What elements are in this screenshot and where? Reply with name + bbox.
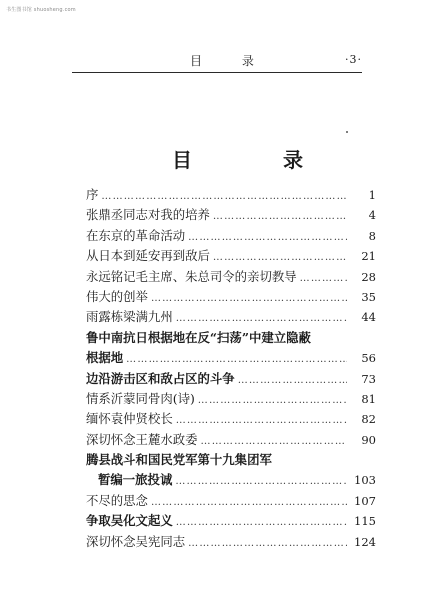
- toc-entry: [86, 409, 376, 429]
- toc-entry: [86, 369, 376, 389]
- toc-leader-dots: [238, 375, 347, 386]
- toc-entry: [86, 532, 376, 552]
- toc-leader-dots: [176, 517, 347, 528]
- toc-entry-page: 90: [361, 432, 376, 447]
- page-number: ·3·: [345, 53, 362, 66]
- toc-entry-title: 暂编一旅投诚: [98, 472, 173, 488]
- toc-entry-page: 21: [361, 249, 376, 264]
- toc-entry-title: 深切怀念王麓水政委: [86, 431, 198, 447]
- toc-entry-title: 从日本到延安再到敌后: [86, 248, 210, 264]
- toc-entry-page: 115: [354, 514, 376, 529]
- running-header: [72, 52, 362, 70]
- toc-entry-title: 情系沂蒙同骨肉(诗): [86, 390, 195, 406]
- toc-leader-dots: [201, 436, 347, 447]
- toc-entry: [86, 450, 376, 470]
- toc-entry: [86, 246, 376, 266]
- toc-entry: [86, 389, 376, 409]
- toc-entry-page: 124: [354, 534, 376, 549]
- toc-entry-page: 4: [368, 208, 376, 223]
- toc-entry: [86, 287, 376, 307]
- toc-entry-page: 103: [354, 473, 376, 488]
- toc-entry: [86, 348, 376, 368]
- toc-entry-title: 在东京的革命活动: [86, 227, 186, 243]
- toc-entry: [86, 491, 376, 511]
- header-rule: [72, 72, 362, 73]
- toc-leader-dots: [151, 293, 347, 304]
- toc-entry: [86, 307, 376, 327]
- toc-entry-page: 8: [368, 228, 376, 243]
- toc-entry-title: 序: [86, 187, 99, 202]
- toc-leader-dots: [188, 232, 347, 243]
- toc-entry: [86, 267, 376, 287]
- toc-entry-title: 边沿游击区和敌占区的斗争: [86, 370, 235, 386]
- toc-entry-title: 缅怀袁仲贤校长: [86, 411, 173, 427]
- toc-entry: [86, 205, 376, 225]
- toc-entry-title: 伟大的创举: [86, 288, 148, 304]
- toc-entry: [86, 328, 376, 348]
- toc-entry: [86, 185, 376, 205]
- page-title: 目 录: [172, 148, 345, 172]
- toc-entry-page: 35: [361, 289, 376, 304]
- toc-entry-page: 56: [361, 351, 376, 366]
- scan-speck: [346, 131, 348, 133]
- toc-entry-title: 腾县战斗和国民党军第十九集团军: [86, 452, 272, 468]
- toc-entry: [86, 511, 376, 531]
- toc-entry-page: 81: [361, 391, 376, 406]
- toc-leader-dots: [176, 313, 347, 324]
- toc-leader-dots: [213, 252, 347, 263]
- toc-entry: [86, 226, 376, 246]
- watermark-text: 书生图书馆 shuosheng.com: [6, 7, 76, 13]
- running-header-title: 目 录: [190, 54, 272, 68]
- toc-leader-dots: [213, 211, 347, 222]
- toc-entry: [86, 470, 376, 490]
- table-of-contents: [86, 185, 376, 552]
- toc-entry: [86, 430, 376, 450]
- toc-leader-dots: [175, 476, 347, 487]
- toc-entry-page: 107: [354, 493, 376, 508]
- toc-leader-dots: [300, 273, 347, 284]
- toc-entry-title: 不尽的思念: [86, 492, 148, 508]
- toc-entry-title: 根据地: [86, 350, 124, 366]
- toc-entry-page: 28: [361, 269, 376, 284]
- toc-leader-dots: [198, 395, 347, 406]
- toc-entry-title: 永远铭记毛主席、朱总司令的亲切教导: [86, 268, 297, 284]
- toc-leader-dots: [188, 538, 347, 549]
- toc-entry-page: 82: [361, 412, 376, 427]
- toc-leader-dots: [176, 415, 347, 426]
- toc-entry-page: 73: [361, 371, 376, 386]
- toc-entry-page: 44: [361, 310, 376, 325]
- toc-leader-dots: [101, 191, 347, 202]
- toc-entry-title: 鲁中南抗日根据地在反“扫荡”中建立隐蔽: [86, 329, 311, 345]
- toc-entry-title: 张鼎丞同志对我的培养: [86, 207, 210, 223]
- toc-entry-page: 1: [368, 188, 376, 202]
- toc-leader-dots: [126, 354, 347, 365]
- toc-entry-title: 雨露栋梁满九州: [86, 309, 173, 325]
- toc-leader-dots: [151, 497, 347, 508]
- toc-entry-title: 深切怀念吴宪同志: [86, 533, 186, 549]
- toc-entry-title: 争取吴化文起义: [86, 513, 173, 529]
